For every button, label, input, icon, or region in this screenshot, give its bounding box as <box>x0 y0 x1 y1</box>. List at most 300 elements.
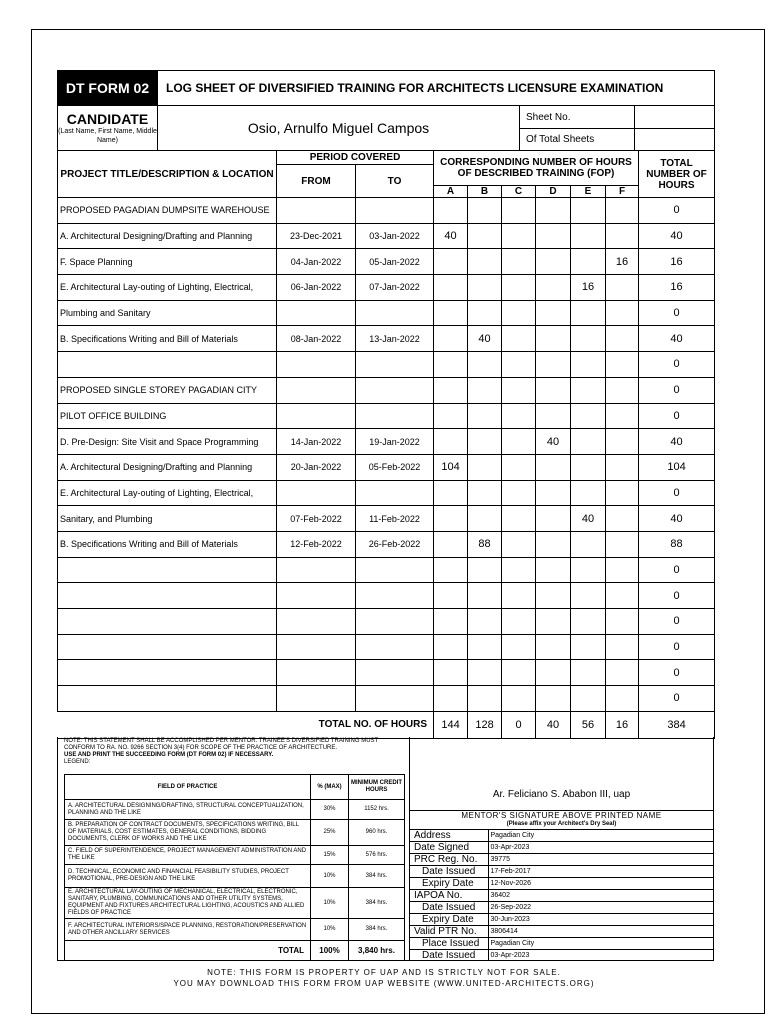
mentor-info-label: Expiry Date <box>410 914 488 926</box>
mentor-info-value: 36402 <box>488 890 713 902</box>
hours-c <box>502 275 536 301</box>
row-total: 0 <box>639 609 715 635</box>
fop-field-header: FIELD OF PRACTICE <box>65 775 311 800</box>
fop-pct: 10% <box>311 888 349 919</box>
mentor-info-value: 30-Jun-2023 <box>488 914 713 926</box>
candidate-label-cell <box>58 106 158 151</box>
hours-b <box>468 223 502 249</box>
grand-total: 384 <box>639 711 715 738</box>
date-from: 12-Feb-2022 <box>277 531 356 557</box>
hours-a <box>434 557 468 583</box>
hours-a <box>434 403 468 429</box>
hours-f <box>606 531 639 557</box>
hours-b: 88 <box>468 531 502 557</box>
hours-b <box>468 403 502 429</box>
hours-a <box>434 326 468 352</box>
hours-a <box>434 429 468 455</box>
hours-a <box>434 506 468 532</box>
date-from: 06-Jan-2022 <box>277 275 356 301</box>
hours-e <box>571 480 606 506</box>
date-from <box>277 583 356 609</box>
hours-d <box>536 583 571 609</box>
fop-pct: 25% <box>311 820 349 846</box>
project-desc: F. Space Planning <box>58 249 277 275</box>
hours-a <box>434 686 468 712</box>
hours-c <box>502 223 536 249</box>
hours-f <box>606 429 639 455</box>
project-desc: E. Architectural Lay-outing of Lighting, Electrical, <box>58 480 277 506</box>
project-desc: E. Architectural Lay-outing of Lighting, Electrical, <box>58 275 277 301</box>
hours-f <box>606 480 639 506</box>
hours-a <box>434 198 468 224</box>
log-row <box>58 609 715 635</box>
project-desc <box>58 609 277 635</box>
log-row <box>58 454 715 480</box>
hours-f <box>606 326 639 352</box>
fop-hrs: 1152 hrs. <box>349 800 405 820</box>
hours-c <box>502 531 536 557</box>
log-row <box>58 275 715 301</box>
mentor-info-row <box>410 902 713 914</box>
hours-d <box>536 609 571 635</box>
project-desc <box>58 660 277 686</box>
project-desc: B. Specifications Writing and Bill of Materials <box>58 326 277 352</box>
project-desc: B. Specifications Writing and Bill of Materials <box>58 531 277 557</box>
hours-c <box>502 583 536 609</box>
hours-a <box>434 609 468 635</box>
hours-e <box>571 377 606 403</box>
hours-e <box>571 326 606 352</box>
mentor-info-row <box>410 914 713 926</box>
hours-d <box>536 223 571 249</box>
hours-e <box>571 557 606 583</box>
date-to <box>356 198 434 224</box>
date-from <box>277 480 356 506</box>
hours-d <box>536 275 571 301</box>
total-header: TOTAL NUMBER OF HOURS <box>639 151 715 198</box>
date-from <box>277 609 356 635</box>
hours-f <box>606 557 639 583</box>
hours-f <box>606 454 639 480</box>
mentor-hint: (Please affix your Architect's Dry Seal) <box>506 821 617 827</box>
hours-b <box>468 609 502 635</box>
hours-header: CORRESPONDING NUMBER OF HOURS OF DESCRIBED TRAINING (FOP) <box>434 151 639 186</box>
hours-c <box>502 660 536 686</box>
hours-d <box>536 352 571 378</box>
mentor-info-row <box>410 830 713 842</box>
row-total: 40 <box>639 326 715 352</box>
note-text: NOTE: THIS STATEMENT SHALL BE ACCOMPLISHED PER MENTOR. TRAINEE'S DIVERSIFIED TRAINING MUST CONFORM TO RA. NO. 9266 SECTION 3(4) FOR SCOPE OF THE PRACTICE OF ARCHITECTURE. <box>64 738 379 751</box>
hours-e <box>571 352 606 378</box>
hours-e: 16 <box>571 275 606 301</box>
hours-a <box>434 660 468 686</box>
date-from <box>277 198 356 224</box>
total-sheets-label: Of Total Sheets <box>520 129 635 151</box>
mentor-info-label: Address <box>410 830 488 842</box>
col-d-header: D <box>536 186 571 198</box>
mentor-info-value: 03-Apr-2023 <box>488 842 713 854</box>
date-to: 03-Jan-2022 <box>356 223 434 249</box>
col-a-header: A <box>434 186 468 198</box>
fop-row <box>65 888 405 919</box>
hours-d <box>536 454 571 480</box>
row-total: 0 <box>639 634 715 660</box>
log-row <box>58 557 715 583</box>
project-desc <box>58 634 277 660</box>
log-row <box>58 429 715 455</box>
mentor-signature-caption <box>410 810 713 828</box>
fop-row <box>65 846 405 865</box>
fop-row <box>65 800 405 820</box>
fop-hrs: 960 hrs. <box>349 820 405 846</box>
fop-field: D. TECHNICAL, ECONOMIC AND FINANCIAL FEASIBILITY STUDIES, PROJECT PROMOTIONAL, PRE-DESIGN AND THE LIKE <box>65 865 311 888</box>
mentor-info-label: Date Issued <box>410 866 488 878</box>
date-to <box>356 660 434 686</box>
hours-f <box>606 275 639 301</box>
log-row <box>58 480 715 506</box>
fop-hrs: 576 hrs. <box>349 846 405 865</box>
row-total: 0 <box>639 403 715 429</box>
fop-field: B. PREPARATION OF CONTRACT DOCUMENTS, SPECIFICATIONS WRITING, BILL OF MATERIALS, COST ESTIMATES, GENERAL CONDITIONS, BIDDING DOCUMENTS, CLERK OF WORKS AND THE LIKE <box>65 820 311 846</box>
mentor-info-row <box>410 866 713 878</box>
fop-row <box>65 820 405 846</box>
note-bold: USE AND PRINT THE SUCCEEDING FORM (DT FORM 02) IF NECESSARY. <box>64 752 274 758</box>
log-row <box>58 531 715 557</box>
date-from: 08-Jan-2022 <box>277 326 356 352</box>
mentor-info-value: 12-Nov-2026 <box>488 878 713 890</box>
fop-hrs: 384 hrs. <box>349 865 405 888</box>
hours-b <box>468 198 502 224</box>
hours-f <box>606 634 639 660</box>
project-desc: Sanitary, and Plumbing <box>58 506 277 532</box>
mentor-info-table <box>410 829 713 961</box>
hours-b: 40 <box>468 326 502 352</box>
date-to <box>356 686 434 712</box>
hours-d <box>536 480 571 506</box>
hours-b <box>468 429 502 455</box>
hours-a <box>434 634 468 660</box>
project-desc <box>58 352 277 378</box>
hours-d: 40 <box>536 429 571 455</box>
mentor-info-value: 03-Apr-2023 <box>488 950 713 962</box>
hours-b <box>468 249 502 275</box>
total-a: 144 <box>434 711 468 738</box>
row-total: 0 <box>639 480 715 506</box>
project-desc: PROPOSED SINGLE STOREY PAGADIAN CITY <box>58 377 277 403</box>
mentor-info-label: Date Issued <box>410 902 488 914</box>
log-row <box>58 352 715 378</box>
total-sheets-value <box>635 129 715 151</box>
mentor-info-value: 26-Sep-2022 <box>488 902 713 914</box>
mentor-info-value: 17-Feb-2017 <box>488 866 713 878</box>
date-from <box>277 377 356 403</box>
log-row <box>58 583 715 609</box>
hours-f <box>606 686 639 712</box>
hours-f <box>606 609 639 635</box>
mentor-info-row <box>410 890 713 902</box>
date-to <box>356 557 434 583</box>
mentor-info-value: 39775 <box>488 854 713 866</box>
project-header: PROJECT TITLE/DESCRIPTION & LOCATION <box>58 151 277 198</box>
footer-line-1: NOTE: THIS FORM IS PROPERTY OF UAP AND IS STRICTLY NOT FOR SALE. <box>207 968 561 977</box>
hours-e <box>571 300 606 326</box>
from-header: FROM <box>277 165 356 198</box>
totals-row <box>58 711 715 738</box>
hours-c <box>502 480 536 506</box>
hours-e <box>571 223 606 249</box>
hours-c <box>502 403 536 429</box>
hours-d <box>536 198 571 224</box>
hours-f: 16 <box>606 249 639 275</box>
project-desc <box>58 686 277 712</box>
row-total: 16 <box>639 249 715 275</box>
hours-a: 104 <box>434 454 468 480</box>
log-row <box>58 223 715 249</box>
hours-a <box>434 352 468 378</box>
mentor-info-value: 3806414 <box>488 926 713 938</box>
candidate-label: CANDIDATE <box>66 111 149 127</box>
hours-f <box>606 198 639 224</box>
hours-d <box>536 686 571 712</box>
footer <box>0 967 768 989</box>
fop-field: C. FIELD OF SUPERINTENDENCE, PROJECT MANAGEMENT ADMINISTRATION AND THE LIKE <box>65 846 311 865</box>
fop-total-label: TOTAL <box>65 941 311 961</box>
hours-c <box>502 300 536 326</box>
date-from <box>277 403 356 429</box>
candidate-name: Osio, Arnulfo Miguel Campos <box>158 106 520 151</box>
log-row <box>58 506 715 532</box>
date-from <box>277 660 356 686</box>
row-total: 0 <box>639 300 715 326</box>
candidate-sublabel: (Last Name, First Name, Middle Name) <box>58 128 157 144</box>
fop-pct: 10% <box>311 919 349 941</box>
mentor-info-row <box>410 854 713 866</box>
col-f-header: F <box>606 186 639 198</box>
project-desc <box>58 557 277 583</box>
mentor-info-value: Pagadian City <box>488 938 713 950</box>
hours-b <box>468 557 502 583</box>
date-to <box>356 352 434 378</box>
hours-e <box>571 454 606 480</box>
col-e-header: E <box>571 186 606 198</box>
row-total: 0 <box>639 377 715 403</box>
hours-f <box>606 352 639 378</box>
hours-b <box>468 686 502 712</box>
hours-e <box>571 531 606 557</box>
hours-c <box>502 609 536 635</box>
log-row <box>58 686 715 712</box>
project-desc: Plumbing and Sanitary <box>58 300 277 326</box>
date-to: 05-Jan-2022 <box>356 249 434 275</box>
fop-pct: 30% <box>311 800 349 820</box>
hours-e: 40 <box>571 506 606 532</box>
hours-f <box>606 223 639 249</box>
hours-c <box>502 198 536 224</box>
total-c: 0 <box>502 711 536 738</box>
hours-d <box>536 403 571 429</box>
total-e: 56 <box>571 711 606 738</box>
col-b-header: B <box>468 186 502 198</box>
mentor-info-row <box>410 842 713 854</box>
hours-d <box>536 300 571 326</box>
date-from: 20-Jan-2022 <box>277 454 356 480</box>
hours-a <box>434 480 468 506</box>
log-row <box>58 377 715 403</box>
hours-c <box>502 429 536 455</box>
hours-d <box>536 660 571 686</box>
hours-e <box>571 660 606 686</box>
hours-b <box>468 660 502 686</box>
hours-b <box>468 275 502 301</box>
hours-f <box>606 377 639 403</box>
fop-pct: 15% <box>311 846 349 865</box>
date-from: 04-Jan-2022 <box>277 249 356 275</box>
date-from <box>277 557 356 583</box>
date-to <box>356 377 434 403</box>
row-total: 40 <box>639 223 715 249</box>
fop-row <box>65 919 405 941</box>
hours-b <box>468 377 502 403</box>
fop-field: A. ARCHITECTURAL DESIGNING/DRAFTING, STRUCTURAL CONCEPTUALIZATION, PLANNING AND THE LIKE <box>65 800 311 820</box>
log-row <box>58 300 715 326</box>
mentor-info-label: Place Issued <box>410 938 488 950</box>
hours-c <box>502 686 536 712</box>
form-number: DT FORM 02 <box>58 71 158 106</box>
hours-c <box>502 557 536 583</box>
row-total: 16 <box>639 275 715 301</box>
project-desc: A. Architectural Designing/Drafting and Planning <box>58 454 277 480</box>
note-block <box>64 738 409 766</box>
row-total: 0 <box>639 557 715 583</box>
row-total: 40 <box>639 429 715 455</box>
row-total: 88 <box>639 531 715 557</box>
mentor-info-label: IAPOA No. <box>410 890 488 902</box>
project-desc: D. Pre-Design: Site Visit and Space Programming <box>58 429 277 455</box>
date-to: 05-Feb-2022 <box>356 454 434 480</box>
mentor-info-row <box>410 950 713 962</box>
hours-d <box>536 506 571 532</box>
hours-d <box>536 634 571 660</box>
hours-e <box>571 198 606 224</box>
date-to: 11-Feb-2022 <box>356 506 434 532</box>
row-total: 0 <box>639 198 715 224</box>
fop-hrs: 384 hrs. <box>349 888 405 919</box>
hours-c <box>502 326 536 352</box>
hours-e <box>571 403 606 429</box>
hours-a <box>434 531 468 557</box>
mentor-info-label: PRC Reg. No. <box>410 854 488 866</box>
hours-b <box>468 480 502 506</box>
period-header: PERIOD COVERED <box>277 151 434 165</box>
fop-pct: 10% <box>311 865 349 888</box>
date-to: 13-Jan-2022 <box>356 326 434 352</box>
row-total: 40 <box>639 506 715 532</box>
hours-b <box>468 634 502 660</box>
mentor-info-row <box>410 878 713 890</box>
mentor-info-row <box>410 926 713 938</box>
total-hours-label: TOTAL NO. OF HOURS <box>58 711 434 738</box>
hours-c <box>502 454 536 480</box>
hours-d <box>536 249 571 275</box>
hours-a: 40 <box>434 223 468 249</box>
total-d: 40 <box>536 711 571 738</box>
row-total: 0 <box>639 583 715 609</box>
mentor-info-label: Date Issued <box>410 950 488 962</box>
log-table <box>57 150 715 739</box>
hours-b <box>468 454 502 480</box>
bottom-area <box>57 737 714 961</box>
mentor-info-label: Date Signed <box>410 842 488 854</box>
hours-e <box>571 634 606 660</box>
date-to <box>356 634 434 660</box>
fop-row <box>65 865 405 888</box>
hours-e <box>571 249 606 275</box>
hours-f <box>606 300 639 326</box>
hours-f <box>606 583 639 609</box>
project-desc: PROPOSED PAGADIAN DUMPSITE WAREHOUSE <box>58 198 277 224</box>
col-c-header: C <box>502 186 536 198</box>
hours-e <box>571 609 606 635</box>
log-row <box>58 634 715 660</box>
date-to: 26-Feb-2022 <box>356 531 434 557</box>
hours-c <box>502 352 536 378</box>
hours-a <box>434 300 468 326</box>
sheet-no-value <box>635 106 715 129</box>
sheet-no-label: Sheet No. <box>520 106 635 129</box>
hours-c <box>502 634 536 660</box>
hours-f <box>606 403 639 429</box>
total-f: 16 <box>606 711 639 738</box>
log-row <box>58 249 715 275</box>
date-to <box>356 583 434 609</box>
date-from <box>277 352 356 378</box>
hours-a <box>434 583 468 609</box>
hours-b <box>468 352 502 378</box>
date-from: 14-Jan-2022 <box>277 429 356 455</box>
fop-field: F. ARCHITECTURAL INTERIORS/SPACE PLANNING, RESTORATION/PRESERVATION AND OTHER ANCILLARY SERVICES <box>65 919 311 941</box>
date-from <box>277 300 356 326</box>
hours-e <box>571 686 606 712</box>
mentor-info-label: Valid PTR No. <box>410 926 488 938</box>
hours-e <box>571 583 606 609</box>
hours-e <box>571 429 606 455</box>
date-from: 23-Dec-2021 <box>277 223 356 249</box>
to-header: TO <box>356 165 434 198</box>
date-from <box>277 686 356 712</box>
hours-d <box>536 377 571 403</box>
date-to: 07-Jan-2022 <box>356 275 434 301</box>
date-to <box>356 480 434 506</box>
mentor-caption: MENTOR'S SIGNATURE ABOVE PRINTED NAME <box>461 811 662 820</box>
fop-pct-header: % (MAX) <box>311 775 349 800</box>
mentor-info-row <box>410 938 713 950</box>
fop-field: E. ARCHITECTURAL LAY-OUTING OF MECHANICAL, ELECTRICAL, ELECTRONIC, SANITARY, PLUMBING, COMMUNICATIONS AND OTHER UTILITY SYSTEMS, EQUIPMENT AND FIXTURES ARCHITECTURAL LIGHTING, ACOUSTICS AND ALLIED FIELDS OF PRACTICE <box>65 888 311 919</box>
form-header <box>57 70 715 151</box>
hours-a <box>434 377 468 403</box>
hours-b <box>468 506 502 532</box>
form-title: LOG SHEET OF DIVERSIFIED TRAINING FOR ARCHITECTS LICENSURE EXAMINATION <box>158 71 715 106</box>
date-from: 07-Feb-2022 <box>277 506 356 532</box>
total-b: 128 <box>468 711 502 738</box>
project-desc: A. Architectural Designing/Drafting and Planning <box>58 223 277 249</box>
date-from <box>277 634 356 660</box>
hours-f <box>606 660 639 686</box>
hours-a <box>434 249 468 275</box>
fop-total-pct: 100% <box>311 941 349 961</box>
footer-line-2: YOU MAY DOWNLOAD THIS FORM FROM UAP WEBSITE (WWW.UNITED-ARCHITECTS.ORG) <box>173 979 595 988</box>
hours-b <box>468 300 502 326</box>
log-row <box>58 198 715 224</box>
